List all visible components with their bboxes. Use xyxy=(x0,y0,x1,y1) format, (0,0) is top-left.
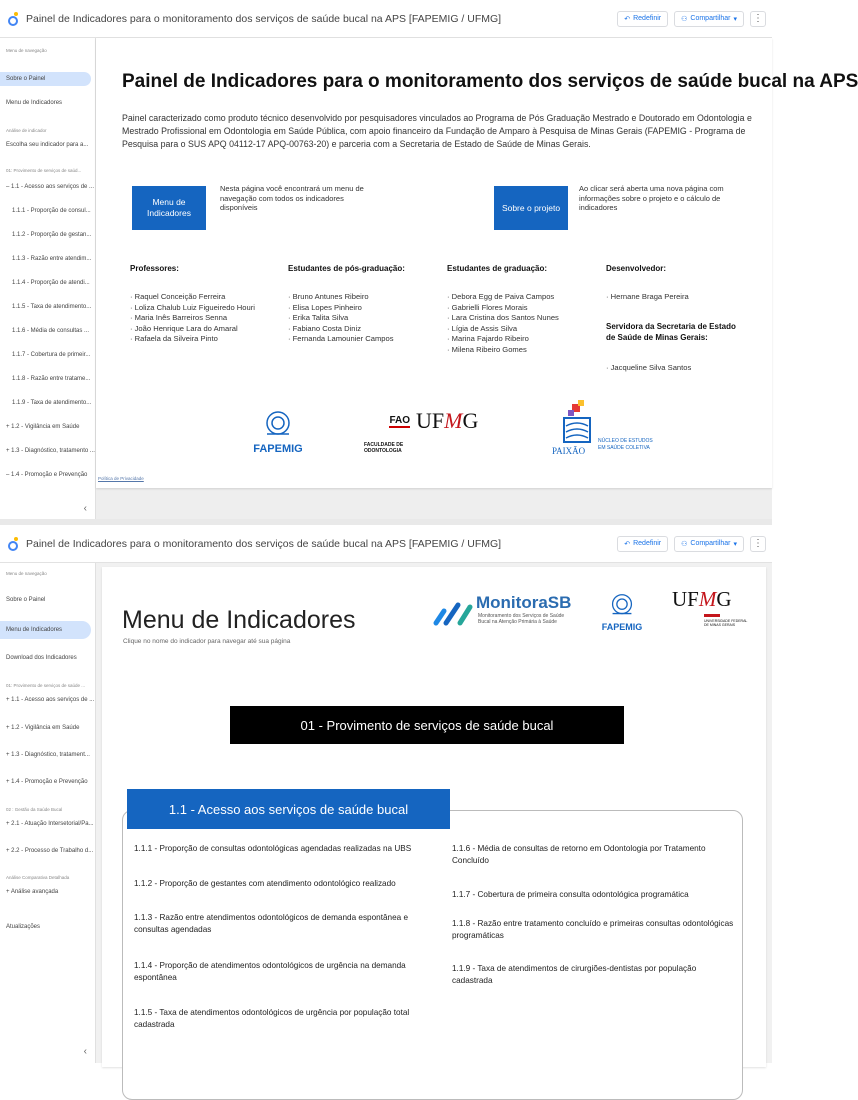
screen-indicators-menu xyxy=(0,525,772,1063)
sidebar-item-1-1-8[interactable]: 1.1.8 - Razão entre tratame... xyxy=(12,376,91,382)
developer-heading: Desenvolvedor: xyxy=(606,264,667,273)
page-subtitle: Clique no nome do indicador para navegar até sua página xyxy=(123,638,291,645)
undo-icon: ↶ xyxy=(624,540,631,548)
ufmg-logo: UFMG xyxy=(416,408,479,433)
undergrad-list xyxy=(447,292,559,355)
sidebar-item-menu[interactable]: Menu de Indicadores xyxy=(0,621,91,639)
screen-about-panel xyxy=(0,0,858,520)
professors-list xyxy=(130,292,255,345)
sidebar-section: Análise Comparativa Detalhada xyxy=(6,875,70,880)
nesc-paixao-logo: PAIXÃO NÚCLEO DE ESTUDOS EM SAÚDE COLETIVA xyxy=(552,398,672,464)
sidebar-item-1-1-9[interactable]: 1.1.9 - Taxa de atendimento... xyxy=(12,400,92,406)
menu-card xyxy=(102,567,766,1067)
sidebar-item-1-1[interactable]: – 1.1 - Acesso aos serviços de ... xyxy=(6,184,95,190)
sidebar-section: 01: Provimento de serviços de saúd... xyxy=(6,168,82,173)
ufmg-logo: UFMG UNIVERSIDADE FEDERAL DE MINAS GERAIS xyxy=(672,587,748,627)
about-card xyxy=(96,38,858,488)
sidebar-item-2-1[interactable]: + 2.1 - Atuação Intersetorial/Pa... xyxy=(6,821,94,827)
sidebar-item-1-4[interactable]: + 1.4 - Promoção e Prevenção xyxy=(6,779,88,785)
sidebar-item-menu[interactable]: Menu de Indicadores xyxy=(6,100,63,106)
looker-studio-icon xyxy=(6,11,20,27)
monitorasb-symbol-icon xyxy=(432,597,474,627)
list-item: · Raquel Conceição Ferreira xyxy=(130,292,226,301)
list-item: · Bruno Antunes Ribeiro xyxy=(288,292,369,301)
indicator-link-1-1-8[interactable]: 1.1.8 - Razão entre tratamento concluído e primeiras consultas odontológicas programáticas xyxy=(452,919,734,940)
fapemig-logo: FAPEMIG xyxy=(248,410,308,460)
sidebar-item-1-1-3[interactable]: 1.1.3 - Razão entre atendim... xyxy=(12,256,92,262)
fapemig-symbol-icon xyxy=(609,593,635,617)
list-item: · Rafaela da Silveira Pinto xyxy=(130,334,218,343)
indicator-link-1-1-4[interactable]: 1.1.4 - Proporção de atendimentos odontológicos de urgência na demanda espontânea xyxy=(134,961,406,982)
more-options-icon[interactable]: ⋮ xyxy=(750,536,766,552)
ufmg-underline xyxy=(704,614,720,617)
chevron-down-icon: ▾ xyxy=(733,540,737,548)
top-bar xyxy=(0,0,772,38)
page-title: Painel de Indicadores para o monitoramento dos serviços de saúde bucal na APS xyxy=(122,71,858,92)
sidebar-section: 02 : Gestão da Saúde Bucal xyxy=(6,807,63,812)
sobre-projeto-button[interactable]: Sobre o projeto xyxy=(494,186,568,230)
navigation-sidebar xyxy=(0,563,96,1063)
list-item: · Marina Fajardo Ribeiro xyxy=(447,334,529,343)
menu-button-note: Nesta página você encontrará um menu de navegação com todos os indicadores disponíveis xyxy=(220,184,364,212)
top-bar xyxy=(0,525,772,563)
sidebar-item-1-2[interactable]: + 1.2 - Vigilância em Saúde xyxy=(6,424,80,430)
sidebar-item-choose[interactable]: Escolha seu indicador para a... xyxy=(6,142,89,148)
sidebar-section: 01: Provimento de serviços de saúde ... xyxy=(6,683,86,688)
sidebar-item-1-3[interactable]: + 1.3 - Diagnóstico, tratamento ... xyxy=(6,448,95,454)
list-item: · Fernanda Lamounier Campos xyxy=(288,334,394,343)
page-title: Menu de Indicadores xyxy=(122,606,356,634)
fao-logo: FAO FACULDADE DE ODONTOLOGIA xyxy=(364,415,410,454)
sobre-button-note: Ao clicar será aberta uma nova página com informações sobre o projeto e o cálculo de indicadores xyxy=(579,184,724,212)
indicator-link-1-1-9[interactable]: 1.1.9 - Taxa de atendimentos de cirurgiões-dentistas por população cadastrada xyxy=(452,964,697,985)
looker-studio-icon xyxy=(6,536,20,552)
list-item: · Gabrielli Flores Morais xyxy=(447,302,528,312)
more-options-icon[interactable]: ⋮ xyxy=(750,11,766,27)
grad-students-heading: Estudantes de pós-graduação: xyxy=(288,264,405,273)
chevron-down-icon: ▾ xyxy=(733,15,737,23)
sidebar-section: Análise de indicador xyxy=(6,128,47,133)
sidebar-item-1-1-1[interactable]: 1.1.1 - Proporção de consul... xyxy=(12,208,91,214)
share-button[interactable]: ⚇ Compartilhar ▾ xyxy=(674,11,744,27)
indicator-link-1-1-5[interactable]: 1.1.5 - Taxa de atendimentos odontológicos de urgência por população total cadastrada xyxy=(134,1008,410,1029)
indicator-link-1-1-6[interactable]: 1.1.6 - Média de consultas de retorno em Odontologia por Tratamento Concluído xyxy=(452,844,706,865)
report-title: Painel de Indicadores para o monitoramento dos serviços de saúde bucal na APS [FAPEMIG / UFMG] xyxy=(26,12,502,25)
content-area xyxy=(96,563,772,1063)
sidebar-item-1-4[interactable]: – 1.4 - Promoção e Prevenção xyxy=(6,472,88,478)
list-item: · Elisa Lopes Pinheiro xyxy=(288,302,362,312)
professors-heading: Professores: xyxy=(130,264,179,273)
sidebar-item-1-1-5[interactable]: 1.1.5 - Taxa de atendimento... xyxy=(12,304,92,310)
undo-icon: ↶ xyxy=(624,15,631,23)
sidebar-item-2-2[interactable]: + 2.2 - Processo de Trabalho d... xyxy=(6,848,94,854)
share-person-icon: ⚇ xyxy=(681,540,688,548)
developer-name: · Hernane Braga Pereira xyxy=(606,292,689,301)
sidebar-item-download[interactable]: Download dos Indicadores xyxy=(6,655,77,661)
fapemig-symbol-icon xyxy=(263,410,293,438)
sidebar-item-atualizacoes[interactable]: Atualizações xyxy=(6,924,41,930)
reset-button[interactable]: ↶ Redefinir xyxy=(617,536,668,552)
navigation-sidebar xyxy=(0,38,96,520)
section-01-header[interactable]: 01 - Provimento de serviços de saúde bucal xyxy=(230,706,624,744)
sidebar-item-1-1-6[interactable]: 1.1.6 - Média de consultas ... xyxy=(12,328,90,334)
report-title: Painel de Indicadores para o monitoramento dos serviços de saúde bucal na APS [FAPEMIG / UFMG] xyxy=(26,537,502,550)
share-button[interactable]: ⚇ Compartilhar ▾ xyxy=(674,536,744,552)
indicator-link-1-1-1[interactable]: 1.1.1 - Proporção de consultas odontológicas agendadas realizadas na UBS xyxy=(134,844,412,853)
monitorasb-logo: MonitoraSB Monitoramento dos Serviços de Saúde Bucal na Atenção Primária à Saúde xyxy=(432,591,572,631)
section-1-1-header[interactable]: 1.1 - Acesso aos serviços de saúde bucal xyxy=(127,789,450,829)
grad-students-list xyxy=(288,292,394,345)
staff-heading: Servidora da Secretaria de Estado de Saúde de Minas Gerais: xyxy=(606,322,736,342)
indicator-link-1-1-7[interactable]: 1.1.7 - Cobertura de primeira consulta odontológica programática xyxy=(452,890,689,899)
sidebar-item-1-3[interactable]: + 1.3 - Diagnóstico, tratament... xyxy=(6,752,90,758)
share-person-icon: ⚇ xyxy=(681,15,688,23)
sidebar-header: Menu de navegação xyxy=(6,48,47,53)
list-item: · Fabiano Costa Diniz xyxy=(288,323,362,333)
content-area xyxy=(96,38,858,520)
list-item: · Debora Egg de Paiva Campos xyxy=(447,292,555,301)
collapse-sidebar-icon[interactable]: ‹ xyxy=(83,1046,87,1057)
undergrad-heading: Estudantes de graduação: xyxy=(447,264,548,273)
sidebar-item-sobre[interactable]: Sobre o Painel xyxy=(0,72,91,86)
sidebar-item-1-1-4[interactable]: 1.1.4 - Proporção de atendi... xyxy=(12,280,90,286)
list-item: · Loliza Chalub Luiz Figueiredo Houri xyxy=(130,302,255,312)
sidebar-item-1-2[interactable]: + 1.2 - Vigilância em Saúde xyxy=(6,725,80,731)
list-item: · Erika Talita Silva xyxy=(288,313,349,322)
list-item: · João Henrique Lara do Amaral xyxy=(130,323,238,333)
list-item: · Lara Cristina dos Santos Nunes xyxy=(447,313,559,322)
list-item: · Maria Inês Barreiros Senna xyxy=(130,313,228,322)
list-item: · Milena Ribeiro Gomes xyxy=(447,344,527,354)
sidebar-item-1-1-7[interactable]: 1.1.7 - Cobertura de primeir... xyxy=(12,352,91,358)
sidebar-item-sobre[interactable]: Sobre o Painel xyxy=(6,597,46,603)
sidebar-item-analise[interactable]: + Análise avançada xyxy=(6,889,59,895)
collapse-sidebar-icon[interactable]: ‹ xyxy=(83,503,87,514)
sidebar-item-1-1-2[interactable]: 1.1.2 - Proporção de gestan... xyxy=(12,232,92,238)
indicator-link-1-1-2[interactable]: 1.1.2 - Proporção de gestantes com atendimento odontológico realizado xyxy=(134,879,396,888)
menu-indicadores-button[interactable]: Menu de Indicadores xyxy=(132,186,206,230)
indicator-link-1-1-3[interactable]: 1.1.3 - Razão entre atendimentos odontológicos de demanda espontânea e consultas agendadas xyxy=(134,913,409,934)
sidebar-item-1-1[interactable]: + 1.1 - Acesso aos serviços de ... xyxy=(6,697,95,703)
list-item: · Lígia de Assis Silva xyxy=(447,323,518,333)
paixao-symbol-icon xyxy=(558,398,598,446)
project-description: Painel caracterizado como produto técnico desenvolvido por pesquisadores vinculados ao Programa de Pós Graduação Mestrado e Doutorado em Odontologia e Mestrado Profissional em Odontologia em Saúde Pública, com apoio financeiro da Fundação de Amparo à Pesquisa de Minas Gerais (FAPEMIG - Programa de Pesquisa para o SUS APQ 04112-17 APQ-00763-20) e parceria com a Secretaria de Estado de Saúde de Minas Gerais. xyxy=(122,113,752,149)
privacy-link[interactable]: Política de Privacidade xyxy=(98,476,144,481)
staff-name: · Jacqueline Silva Santos xyxy=(606,363,692,372)
fapemig-logo: FAPEMIG xyxy=(600,593,644,637)
reset-button[interactable]: ↶ Redefinir xyxy=(617,11,668,27)
sidebar-header: Menu de navegação xyxy=(6,571,47,576)
